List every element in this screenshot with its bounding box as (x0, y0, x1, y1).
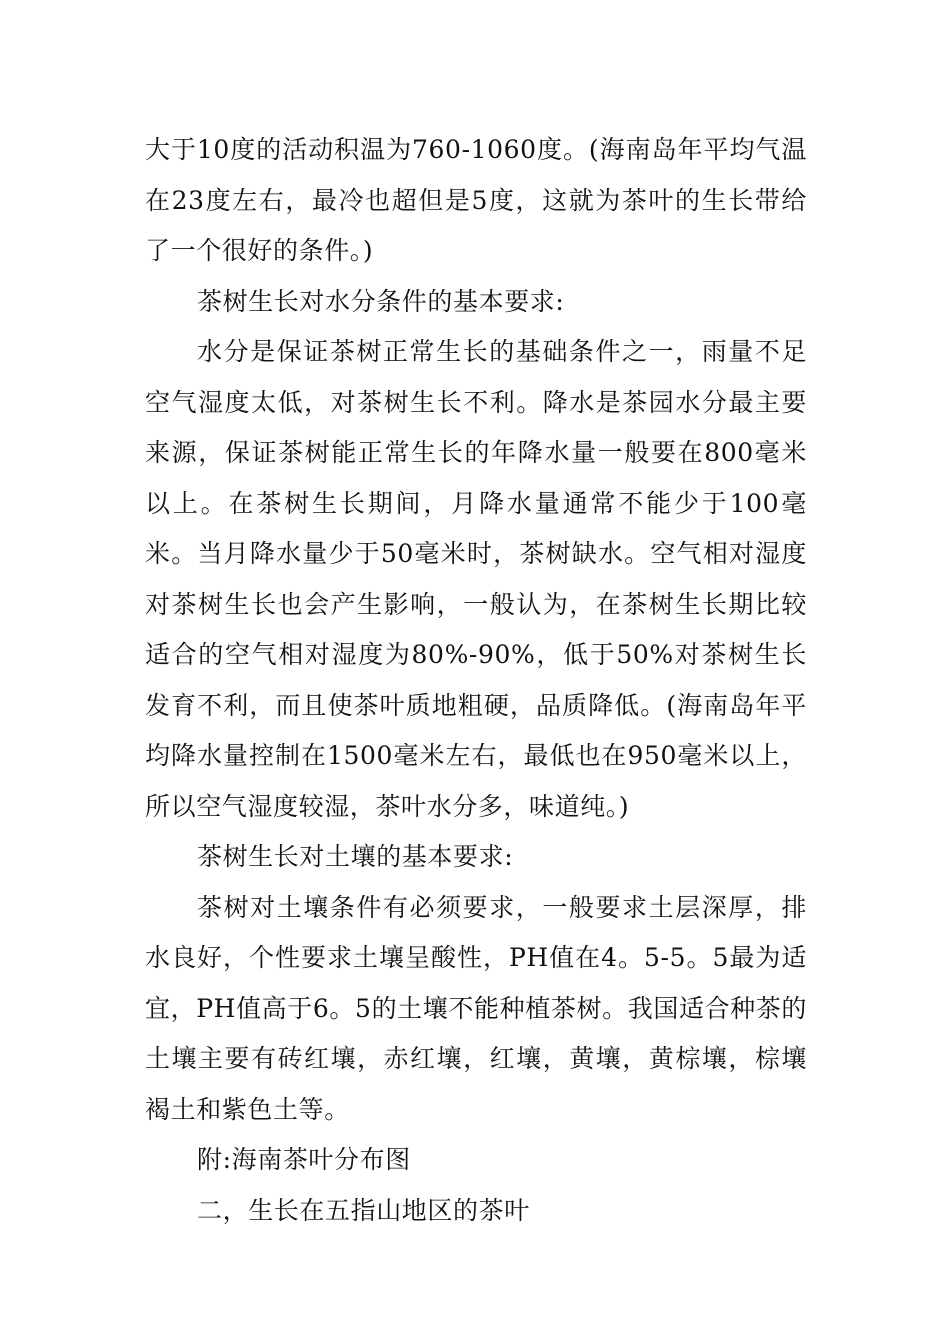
document-page (145, 125, 807, 1236)
paragraph-water: 水分是保证茶树正常生长的基础条件之一，雨量不足空气湿度太低，对茶树生长不利。降水是茶园水分最主要来源，保证茶树能正常生长的年降水量一般要在800毫米以上。在茶树生长期间，月降水量通常不能少于100毫米。当月降水量少于50毫米时，茶树缺水。空气相对湿度对茶树生长也会产生影响，一般认为，在茶树生长期比较适合的空气相对湿度为80%-90%，低于50%对茶树生长发育不利，而且使茶叶质地粗硬，品质降低。(海南岛年平均降水量控制在1500毫米左右，最低也在950毫米以上，所以空气湿度较湿，茶叶水分多，味道纯。) (145, 337, 807, 821)
heading-soil-requirements: 茶树生长对土壤的基本要求: (197, 842, 514, 871)
paragraph-soil: 茶树对土壤条件有必须要求，一般要求土层深厚，排水良好，个性要求土壤呈酸性，PH值在4。5-5。5最为适宜，PH值高于6。5的土壤不能种植茶树。我国适合种茶的土壤主要有砖红壤，赤红壤，红壤，黄壤，黄棕壤，棕壤褐土和紫色土等。 (145, 892, 807, 1124)
heading-water-requirements: 茶树生长对水分条件的基本要求: (197, 286, 565, 316)
section-heading-wuzhishan: 二，生长在五指山地区的茶叶 (197, 1195, 530, 1225)
appendix-map-caption: 附:海南茶叶分布图 (197, 1145, 411, 1174)
paragraph-temperature: 大于10度的活动积温为760-1060度。(海南岛年平均气温在23度左右，最冷也超但是5度，这就为茶叶的生长带给了一个很好的条件。) (145, 135, 807, 265)
